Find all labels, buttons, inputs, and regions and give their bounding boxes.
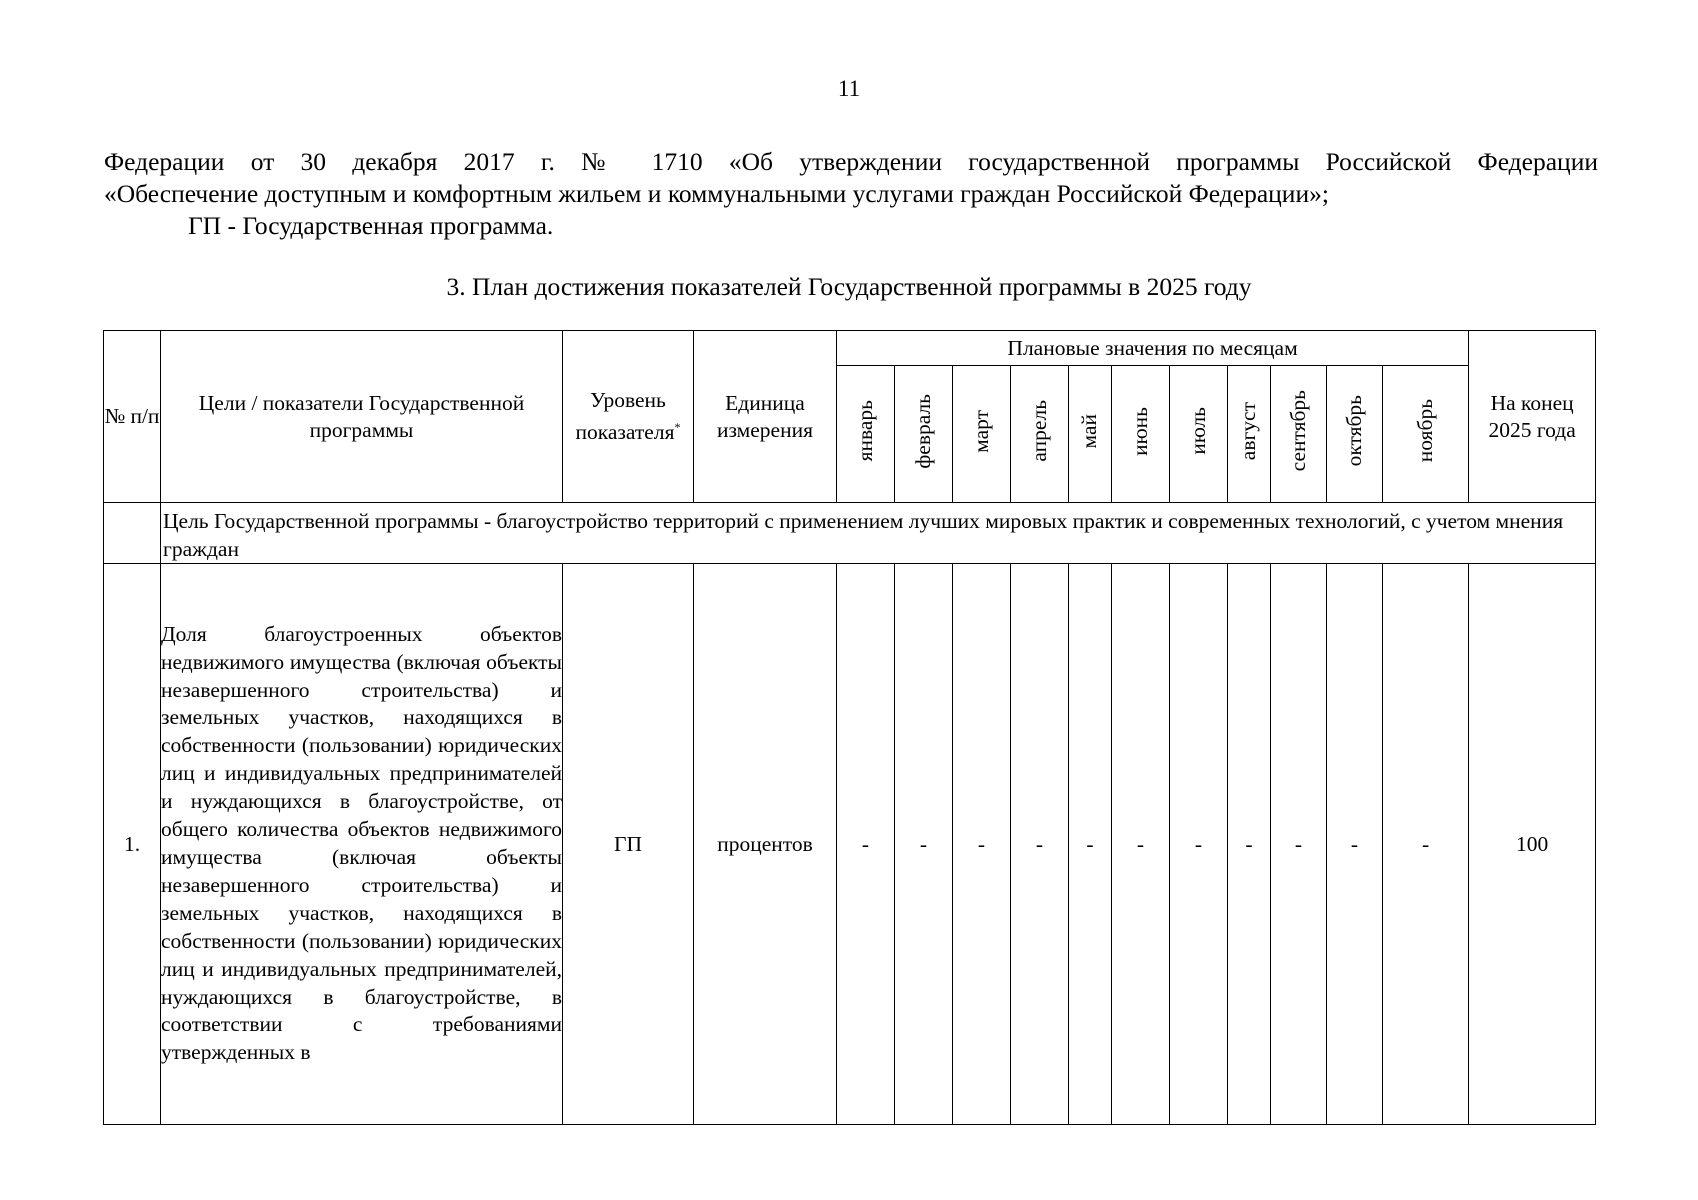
month-value: - <box>895 564 953 1125</box>
table-header-row <box>104 331 1596 366</box>
intro-line: «Обеспечение доступным и комфортным жильем и коммунальными услугами граждан Российской Федерации»; <box>104 179 1329 208</box>
header-goal: Цели / показатели Государственной программы <box>161 331 563 503</box>
goal-row-num <box>104 503 161 564</box>
header-month: февраль <box>895 366 953 503</box>
row-num: 1. <box>104 564 161 1125</box>
month-value: - <box>1170 564 1228 1125</box>
header-num: № п/п <box>104 331 161 503</box>
indicators-plan-table <box>103 330 1596 1125</box>
month-value: - <box>1327 564 1383 1125</box>
table-row <box>104 564 1596 1125</box>
header-month: ноябрь <box>1383 366 1469 503</box>
month-value: - <box>953 564 1011 1125</box>
month-value: - <box>1228 564 1271 1125</box>
footnote-mark: * <box>674 419 681 434</box>
month-value: - <box>1112 564 1170 1125</box>
end-of-year-value: 100 <box>1469 564 1596 1125</box>
header-month: июнь <box>1112 366 1170 503</box>
header-end-of-year: На конец 2025 года <box>1469 331 1596 503</box>
header-month: январь <box>837 366 895 503</box>
month-value: - <box>837 564 895 1125</box>
page-number: 11 <box>837 76 861 101</box>
month-value: - <box>1011 564 1069 1125</box>
header-level-label: Уровень показателя <box>575 387 675 445</box>
header-month: сентябрь <box>1271 366 1327 503</box>
month-value: - <box>1069 564 1112 1125</box>
goal-row <box>104 503 1596 564</box>
header-unit: Единица измерения <box>694 331 837 503</box>
indicator-description: Доля благоустроенных объектов недвижимого имущества (включая объекты незавершенного строительства) и земельных участков, находящихся в собственности (пользовании) юридических лиц и индивидуальных предпринимателей и нуждающихся в благоустройстве, от общего количества объектов недвижимого имущества (включая объекты незавершенного строительства) и земельных участков, находящихся в собственности (пользовании) юридических лиц и индивидуальных предпринимателей, нуждающихся в благоустройстве, в соответствии с требованиями утвержденных в <box>161 564 563 1125</box>
indicator-unit: процентов <box>694 564 837 1125</box>
header-level <box>563 331 694 503</box>
header-monthly-group: Плановые значения по месяцам <box>837 331 1469 366</box>
intro-line: Федерации от 30 декабря 2017 г. № 1710 «Об утверждении государственной программы Российской Федерации <box>104 147 1598 176</box>
goal-text: Цель Государственной программы - благоустройство территорий с применением лучших мировых практик и современных технологий, с учетом мнения граждан <box>161 503 1596 564</box>
header-month: март <box>953 366 1011 503</box>
header-month: июль <box>1170 366 1228 503</box>
header-month: май <box>1069 366 1112 503</box>
header-month: август <box>1228 366 1271 503</box>
month-value: - <box>1271 564 1327 1125</box>
month-value: - <box>1383 564 1469 1125</box>
section-title: 3. План достижения показателей Государственной программы в 2025 году <box>446 272 1252 301</box>
intro-text <box>104 146 1598 242</box>
abbreviation-note: ГП - Государственная программа. <box>188 211 554 240</box>
header-month: апрель <box>1011 366 1069 503</box>
header-month: октябрь <box>1327 366 1383 503</box>
indicator-level: ГП <box>563 564 694 1125</box>
